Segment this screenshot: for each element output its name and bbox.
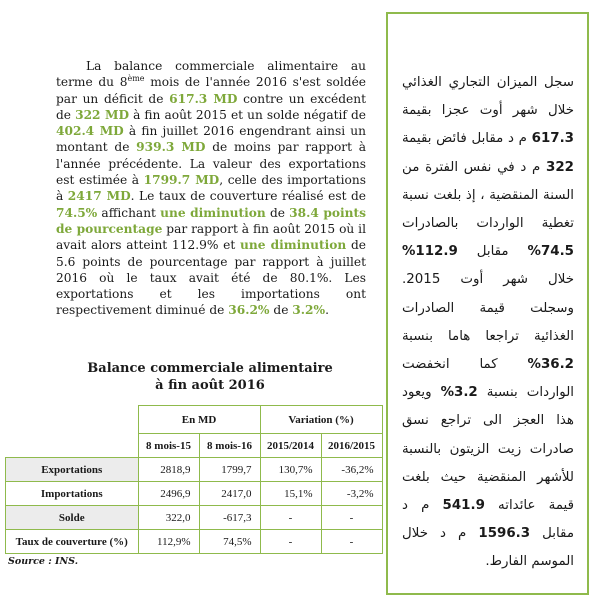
value-montant: 939.3 MD: [136, 140, 206, 155]
value-importations: 2417 MD: [67, 189, 131, 204]
value-pct-import: 3.2%: [292, 303, 326, 318]
value-excedent: 322 MD: [75, 107, 130, 122]
value-deficit: 617.3 MD: [169, 91, 238, 106]
subheader-8mois-16: 8 mois-16: [199, 434, 260, 458]
table-subheader-row: [6, 434, 383, 458]
table-row: Importations 2496,9 2417,0 15,1% -3,2%: [6, 482, 383, 506]
value-pct-export: 36.2%: [228, 303, 270, 318]
arabic-paragraph: سجل الميزان التجاري الغذائي خلال شهر أوت عجزا بقيمة 617.3 م د مقابل فائض بقيمة 322 م د في نفس الفترة من السنة المنقضية ، إذ بلغت نسبة تغطية الواردات بالصادرات 74.5% مقابل 112.9% خلال شهر أوت 2015. وسجلت قيمة الصادرات الغذائية تراجعا هاما بنسبة 36.2% كما انخفضت الواردات بنسبة 3.2% ويعود هذا العجز الى تراجع نسق صادرات زيت الزيتون بالنسبة للأشهر المنقضية حيث بلغت قيمة عائداته 541.9 م د مقابل 1596.3 م د خلال الموسم الفارط.: [402, 75, 574, 570]
subheader-2015-2014: 2015/2014: [260, 434, 321, 458]
table-row: Exportations 2818,9 1799,7 130,7% -36,2%: [6, 458, 383, 482]
table-row: Solde 322,0 -617,3 - -: [6, 506, 383, 530]
value-diminution-2: une diminution: [240, 238, 347, 253]
table-title: Balance commerciale alimentaire à fin août 2016: [87, 361, 333, 393]
table-row: Taux de couverture (%) 112,9% 74,5% - -: [6, 530, 383, 554]
value-solde-juillet: 402.4 MD: [56, 124, 124, 139]
table-header-row: [6, 406, 383, 434]
header-variation: Variation (%): [260, 406, 382, 434]
french-paragraph: La balance commerciale alimentaire au terme du 8ème mois de l'année 2016 s'est soldée par un déficit de 617.3 MD contre un excédent de 322 MD à fin août 2015 et un solde négatif de 402.4 MD à fin juillet 2016 engendrant ainsi un montant de 939.3 MD de moins par rapport à l'année précédente. La valeur des exportations est estimée à 1799.7 MD, celle des importations à 2417 MD. Le taux de couverture réalisé est de 74.5% affichant une diminution de 38.4 points de pourcentage par rapport à fin août 2015 où il avait alors atteint 112.9% et une diminution de 5.6 points de pourcentage par rapport à juillet 2016 où le taux avait été de 80.1%. Les exportations et les importations ont respectivement diminué de 36.2% de 3.2%.: [56, 59, 367, 318]
header-en-md: En MD: [138, 406, 260, 434]
arabic-text-box: [386, 12, 589, 595]
source-note: Source : INS.: [8, 556, 79, 567]
value-exportations: 1799.7 MD: [143, 173, 220, 188]
value-diminution-1: une diminution: [160, 205, 266, 220]
balance-table: [5, 405, 383, 554]
value-points: 38.4 points de pourcentage: [56, 205, 367, 236]
value-taux: 74.5%: [56, 205, 98, 220]
subheader-2016-2015: 2016/2015: [321, 434, 382, 458]
subheader-8mois-15: 8 mois-15: [138, 434, 199, 458]
